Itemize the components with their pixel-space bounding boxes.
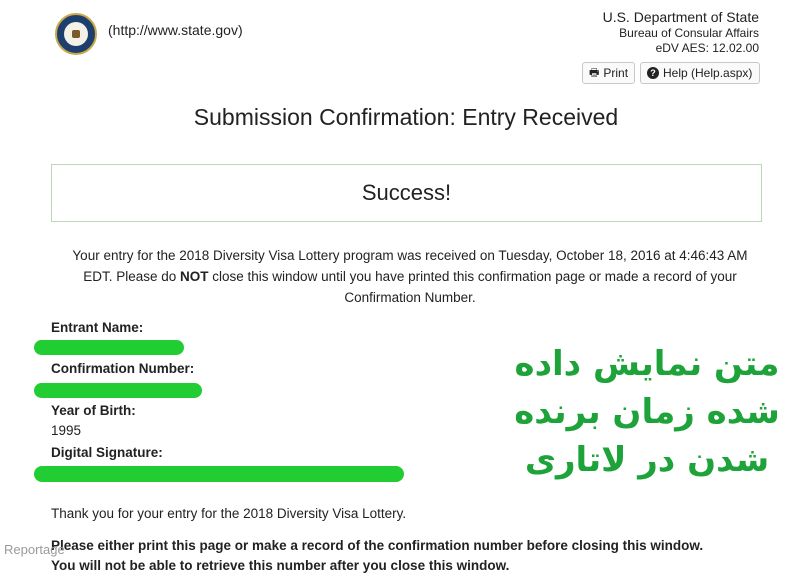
site-url-link[interactable]: (http://www.state.gov) — [108, 22, 243, 38]
watermark: Reportage — [4, 542, 65, 557]
help-button[interactable] — [640, 62, 760, 84]
confirmation-number-redaction — [34, 383, 202, 398]
year-of-birth-label: Year of Birth: — [51, 403, 136, 418]
print-label: Print — [603, 66, 629, 80]
thank-you-message: Thank you for your entry for the 2018 Diversity Visa Lottery. — [51, 506, 407, 521]
annotation-line-1: متن نمایش داده — [514, 344, 780, 384]
page-header — [0, 0, 800, 90]
state-department-seal-icon — [55, 13, 97, 55]
entry-message-emphasis: NOT — [180, 269, 209, 284]
bureau-name: Bureau of Consular Affairs — [619, 26, 759, 40]
page-title: Submission Confirmation: Entry Received — [193, 104, 619, 130]
entry-confirmation-message — [60, 245, 760, 308]
printer-icon: 🖶 — [589, 67, 600, 79]
confirmation-number-label: Confirmation Number: — [51, 361, 195, 376]
annotation-line-3: شدن در لاتاری — [524, 440, 770, 480]
success-alert — [51, 164, 762, 222]
persian-annotation — [512, 340, 782, 484]
help-label: Help (Help.aspx) — [663, 66, 753, 80]
success-message: Success! — [361, 180, 452, 205]
entrant-name-redaction — [34, 340, 184, 355]
entry-message-part2: close this window until you have printed this confirmation page or made a record of your Confirmation Number. — [208, 269, 737, 305]
entry-message-part1: Your entry for the 2018 Diversity Visa Lottery program was received on Tuesday, October 18, 2016 at 4:46:43 AM EDT. Please do — [72, 248, 748, 284]
annotation-line-2: شده زمان برنده — [514, 392, 780, 432]
entrant-name-label: Entrant Name: — [51, 320, 144, 335]
digital-signature-redaction — [34, 466, 404, 482]
department-name: U.S. Department of State — [602, 9, 759, 25]
version-label: eDV AES: 12.02.00 — [655, 41, 759, 55]
digital-signature-label: Digital Signature: — [51, 445, 163, 460]
question-circle-icon: ? — [647, 67, 659, 79]
eagle-icon — [72, 30, 80, 38]
print-warning-message: Please either print this page or make a record of the confirmation number before closing this window. You will not be able to retrieve this number after you close this window. — [51, 538, 704, 573]
department-info — [603, 9, 759, 56]
seal-center — [64, 22, 88, 46]
print-button[interactable] — [582, 62, 635, 84]
year-of-birth-value: 1995 — [51, 423, 82, 438]
